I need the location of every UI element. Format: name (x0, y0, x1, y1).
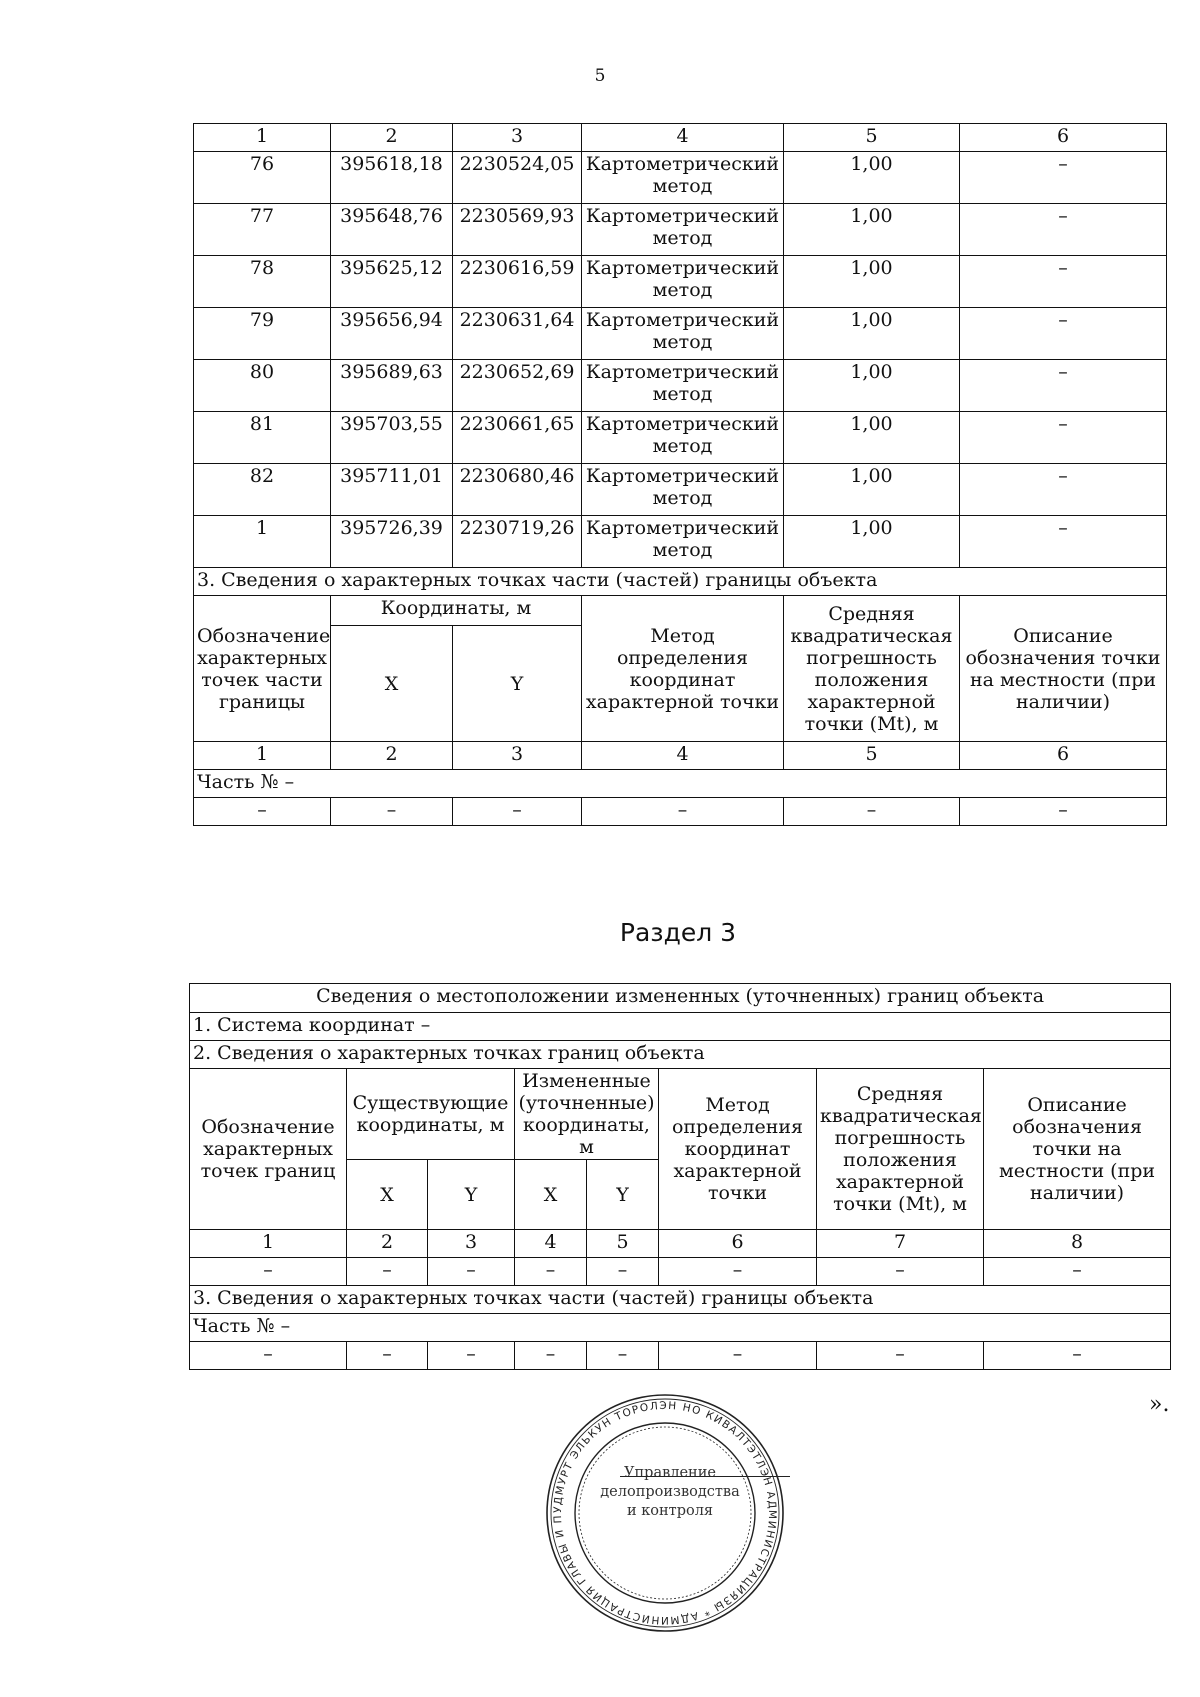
cell-point: 78 (194, 256, 331, 308)
empty-row (190, 1342, 1171, 1370)
empty-cell: – (817, 1258, 984, 1286)
page-number: 5 (594, 66, 606, 86)
empty-cell: – (659, 1342, 817, 1370)
cell-mt: 1,00 (784, 412, 960, 464)
cell-y: 2230719,26 (453, 516, 582, 568)
part-row (190, 1314, 1171, 1342)
part-label: Часть № – (190, 1314, 1171, 1342)
section-heading: Раздел 3 (619, 918, 737, 947)
column-number: 2 (331, 124, 453, 152)
signature-line (620, 1476, 790, 1477)
column-number: 5 (784, 124, 960, 152)
empty-cell: – (784, 798, 960, 826)
cell-y: 2230524,05 (453, 152, 582, 204)
official-seal (540, 1388, 790, 1638)
header-coordinates: Координаты, м (331, 596, 582, 626)
header-description: Описание обозначения точки на местности (при наличии) (984, 1069, 1171, 1230)
part-row (194, 770, 1167, 798)
table-row (194, 256, 1167, 308)
empty-cell: – (428, 1342, 515, 1370)
empty-cell: – (428, 1258, 515, 1286)
table-row (194, 516, 1167, 568)
column-number: 4 (515, 1230, 587, 1258)
coordinates-table (193, 123, 1167, 826)
cell-method: Картометрический метод (582, 308, 784, 360)
cell-desc: – (960, 308, 1167, 360)
parts-title-row (190, 1286, 1171, 1314)
cell-desc: – (960, 204, 1167, 256)
table-row (194, 412, 1167, 464)
column-number: 6 (960, 124, 1167, 152)
column-number: 8 (984, 1230, 1171, 1258)
column-number: 7 (817, 1230, 984, 1258)
cell-x: 395625,12 (331, 256, 453, 308)
empty-cell: – (347, 1342, 428, 1370)
cell-point: 80 (194, 360, 331, 412)
cell-x: 395618,18 (331, 152, 453, 204)
cell-point: 76 (194, 152, 331, 204)
table-row (194, 360, 1167, 412)
cell-mt: 1,00 (784, 152, 960, 204)
coord-system-row (190, 1013, 1171, 1041)
empty-cell: – (817, 1342, 984, 1370)
table-row (194, 464, 1167, 516)
part-label: Часть № – (194, 770, 1167, 798)
cell-x: 395648,76 (331, 204, 453, 256)
header-y2: Y (587, 1160, 659, 1230)
empty-cell: – (194, 798, 331, 826)
empty-cell: – (659, 1258, 817, 1286)
column-number: 5 (784, 742, 960, 770)
cell-mt: 1,00 (784, 204, 960, 256)
empty-cell: – (587, 1342, 659, 1370)
column-number: 4 (582, 742, 784, 770)
empty-cell: – (347, 1258, 428, 1286)
cell-point: 82 (194, 464, 331, 516)
column-number: 3 (428, 1230, 515, 1258)
header-method: Метод определения координат характерной точки (659, 1069, 817, 1230)
header-points: Обозначение характерных точек части границы (194, 596, 331, 742)
header-y: Y (453, 626, 582, 742)
cell-mt: 1,00 (784, 256, 960, 308)
cell-method: Картометрический метод (582, 360, 784, 412)
header-description: Описание обозначения точки на местности (при наличии) (960, 596, 1167, 742)
number-row (190, 1230, 1171, 1258)
column-number: 2 (347, 1230, 428, 1258)
header-x2: X (515, 1160, 587, 1230)
cell-method: Картометрический метод (582, 464, 784, 516)
header-row (194, 596, 1167, 626)
cell-mt: 1,00 (784, 516, 960, 568)
column-number: 2 (331, 742, 453, 770)
cell-y: 2230616,59 (453, 256, 582, 308)
empty-row (194, 798, 1167, 826)
header-y1: Y (428, 1160, 515, 1230)
table-row (194, 308, 1167, 360)
column-number: 6 (659, 1230, 817, 1258)
empty-cell: – (587, 1258, 659, 1286)
empty-cell: – (453, 798, 582, 826)
cell-point: 1 (194, 516, 331, 568)
cell-method: Картометрический метод (582, 256, 784, 308)
coordinate-system: 1. Система координат – (190, 1013, 1171, 1041)
table-row (194, 152, 1167, 204)
column-number: 5 (587, 1230, 659, 1258)
header-x1: X (347, 1160, 428, 1230)
cell-method: Картометрический метод (582, 412, 784, 464)
cell-y: 2230631,64 (453, 308, 582, 360)
empty-cell: – (190, 1342, 347, 1370)
table-title: Сведения о местоположении измененных (уточненных) границ объекта (190, 984, 1171, 1013)
empty-row (190, 1258, 1171, 1286)
section-row (194, 568, 1167, 596)
column-number: 6 (960, 742, 1167, 770)
empty-cell: – (331, 798, 453, 826)
cell-method: Картометрический метод (582, 516, 784, 568)
parts-title: 3. Сведения о характерных точках части (частей) границы объекта (190, 1286, 1171, 1314)
seal-line-1: Управление (624, 1465, 716, 1481)
points-title: 2. Сведения о характерных точках границ объекта (190, 1041, 1171, 1069)
empty-cell: – (515, 1258, 587, 1286)
cell-desc: – (960, 412, 1167, 464)
header-method: Метод определения координат характерной точки (582, 596, 784, 742)
title-row (190, 984, 1171, 1013)
column-number: 4 (582, 124, 784, 152)
cell-desc: – (960, 464, 1167, 516)
seal-line-3: и контроля (626, 1503, 714, 1519)
header-points: Обозначение характерных точек границ (190, 1069, 347, 1230)
cell-point: 79 (194, 308, 331, 360)
cell-method: Картометрический метод (582, 152, 784, 204)
cell-x: 395689,63 (331, 360, 453, 412)
column-number: 1 (194, 124, 331, 152)
cell-desc: – (960, 360, 1167, 412)
cell-x: 395711,01 (331, 464, 453, 516)
header-changed-coordinates: Измененные (уточненные) координаты, м (515, 1069, 659, 1160)
cell-point: 81 (194, 412, 331, 464)
empty-cell: – (984, 1342, 1171, 1370)
table-row (194, 204, 1167, 256)
column-number: 3 (453, 742, 582, 770)
changed-boundaries-table (189, 983, 1171, 1370)
cell-x: 395703,55 (331, 412, 453, 464)
seal-line-2: делопроизводства (600, 1484, 740, 1500)
column-number: 3 (453, 124, 582, 152)
empty-cell: – (515, 1342, 587, 1370)
cell-point: 77 (194, 204, 331, 256)
closing-quote: ». (1149, 1392, 1170, 1417)
header-existing-coordinates: Существующие координаты, м (347, 1069, 515, 1160)
points-title-row (190, 1041, 1171, 1069)
column-number: 1 (190, 1230, 347, 1258)
header-mt: Средняя квадратическая погрешность положения характерной точки (Mt), м (817, 1069, 984, 1230)
cell-mt: 1,00 (784, 308, 960, 360)
cell-y: 2230661,65 (453, 412, 582, 464)
cell-mt: 1,00 (784, 360, 960, 412)
empty-cell: – (984, 1258, 1171, 1286)
header-row (190, 1069, 1171, 1160)
empty-cell: – (190, 1258, 347, 1286)
cell-desc: – (960, 256, 1167, 308)
empty-cell: – (960, 798, 1167, 826)
column-number: 1 (194, 742, 331, 770)
cell-mt: 1,00 (784, 464, 960, 516)
cell-x: 395656,94 (331, 308, 453, 360)
cell-y: 2230569,93 (453, 204, 582, 256)
header-number-row (194, 124, 1167, 152)
cell-desc: – (960, 152, 1167, 204)
cell-x: 395726,39 (331, 516, 453, 568)
cell-desc: – (960, 516, 1167, 568)
section-title: 3. Сведения о характерных точках части (частей) границы объекта (194, 568, 1167, 596)
header-x: X (331, 626, 453, 742)
cell-y: 2230680,46 (453, 464, 582, 516)
svg-text:УДМУРТ ЭЛЬКУН ТОРОЛЭН НО КИВАЛ: УДМУРТ ЭЛЬКУН ТОРОЛЭН НО КИВАЛТЭТЛЭН АДМИНИСТРАЦИЯЗЫ * АДМИНИСТРАЦИЯ ГЛАВЫ И П (551, 1399, 779, 1627)
empty-cell: – (582, 798, 784, 826)
header-mt: Средняя квадратическая погрешность положения характерной точки (Mt), м (784, 596, 960, 742)
cell-y: 2230652,69 (453, 360, 582, 412)
number-row (194, 742, 1167, 770)
cell-method: Картометрический метод (582, 204, 784, 256)
